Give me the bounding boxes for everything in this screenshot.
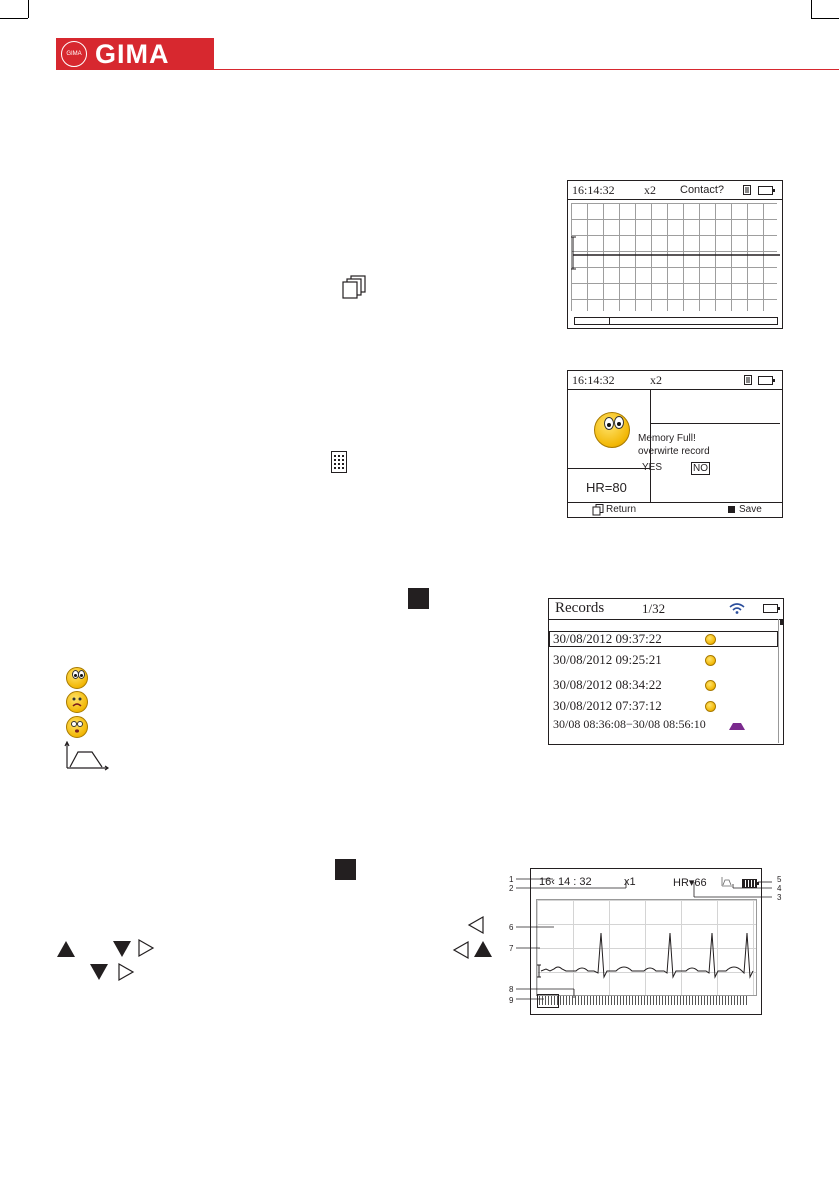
yes-button[interactable]: YES [642, 462, 663, 473]
smiley-happy-icon [705, 634, 716, 645]
status-bar [568, 371, 782, 390]
clock-time: 16:14:32 [572, 373, 615, 387]
save-square-icon [335, 859, 356, 880]
callout-label: 6 [509, 923, 514, 932]
callout-label: 1 [509, 875, 514, 884]
ecg-monitor-screen [567, 180, 783, 329]
page-indicator: 1/32 [642, 601, 666, 616]
dialog-message-line1: Memory Full! [638, 433, 696, 444]
battery-icon [758, 376, 773, 385]
zoom-level: x1 [624, 876, 636, 888]
panel-divider [568, 468, 650, 469]
callout-label: 5 [777, 875, 782, 884]
callout-label: 4 [777, 884, 782, 893]
right-arrow-icon [137, 938, 155, 958]
clock-time: 16:14:32 [572, 183, 615, 197]
status-bar [549, 599, 783, 620]
battery-icon [763, 604, 778, 613]
save-square-icon [408, 588, 429, 609]
down-arrow-icon [113, 941, 131, 957]
callout-label: 7 [509, 944, 514, 953]
record-row[interactable]: 30/08/2012 09:37:22 [553, 631, 662, 646]
callout-label: 3 [777, 893, 782, 902]
sd-card-icon [743, 185, 751, 195]
up-arrow-icon [474, 941, 492, 957]
smiley-happy-icon [66, 667, 88, 689]
multi-page-icon [342, 274, 368, 300]
scroll-thumb[interactable] [780, 619, 783, 625]
callout-label: 8 [509, 985, 514, 994]
footer-divider [568, 502, 782, 503]
progress-bar [574, 317, 778, 325]
record-row[interactable]: 30/08 08:36:08−30/08 08:56:10 [553, 717, 706, 731]
smiley-happy-icon [705, 680, 716, 691]
zoom-level: x2 [644, 183, 656, 197]
down-arrow-icon [90, 964, 108, 980]
panel-divider [650, 423, 780, 424]
crop-mark [811, 0, 812, 18]
multi-page-icon [592, 504, 604, 516]
record-row[interactable]: 30/08/2012 08:34:22 [553, 677, 662, 692]
contact-status: Contact? [680, 184, 725, 196]
zoom-level: x2 [650, 373, 662, 387]
save-square-icon [728, 506, 735, 513]
sd-card-icon [744, 375, 752, 385]
trapezoid-alert-icon [729, 723, 745, 731]
smiley-sad-icon [66, 691, 88, 713]
no-button[interactable]: NO [693, 463, 708, 474]
callout-label: 2 [509, 884, 514, 893]
memory-full-screen [567, 370, 783, 518]
right-arrow-icon [117, 962, 135, 982]
trapezoid-chart-icon [62, 741, 110, 771]
heart-rate-readout: HR=80 [586, 480, 627, 495]
progress-marker [609, 318, 610, 324]
crop-mark [0, 18, 28, 19]
status-bar [568, 181, 782, 200]
records-title: Records [555, 600, 605, 616]
ecg-baseline [568, 203, 782, 313]
clock-time: 16‹ 14 : 32 [539, 876, 592, 888]
brand-logo [56, 38, 214, 70]
up-arrow-icon [57, 941, 75, 957]
scrollbar[interactable] [778, 619, 784, 743]
crop-mark [811, 18, 839, 19]
smiley-happy-icon [705, 701, 716, 712]
left-arrow-icon [467, 915, 485, 935]
sd-card-icon [331, 451, 347, 473]
brand-name: GIMA [95, 38, 170, 69]
wifi-icon [729, 602, 745, 614]
heart-rate-readout: HR▾66 [673, 877, 707, 889]
return-button[interactable]: Return [606, 504, 637, 515]
smiley-happy-icon [594, 412, 630, 448]
smiley-worried-icon [66, 716, 88, 738]
crop-mark [28, 0, 29, 18]
record-row[interactable]: 30/08/2012 09:25:21 [553, 652, 662, 667]
callout-lines [508, 874, 788, 1014]
smiley-happy-icon [705, 655, 716, 666]
logo-seal-icon: GIMA [61, 41, 87, 67]
callout-label: 9 [509, 996, 514, 1005]
record-row[interactable]: 30/08/2012 07:37:12 [553, 698, 662, 713]
save-button[interactable]: Save [739, 504, 762, 515]
battery-icon [758, 186, 773, 195]
header-divider [214, 69, 839, 70]
dialog-message-line2: overwirte record [638, 446, 710, 457]
records-screen [548, 598, 784, 745]
left-arrow-icon [452, 940, 470, 960]
